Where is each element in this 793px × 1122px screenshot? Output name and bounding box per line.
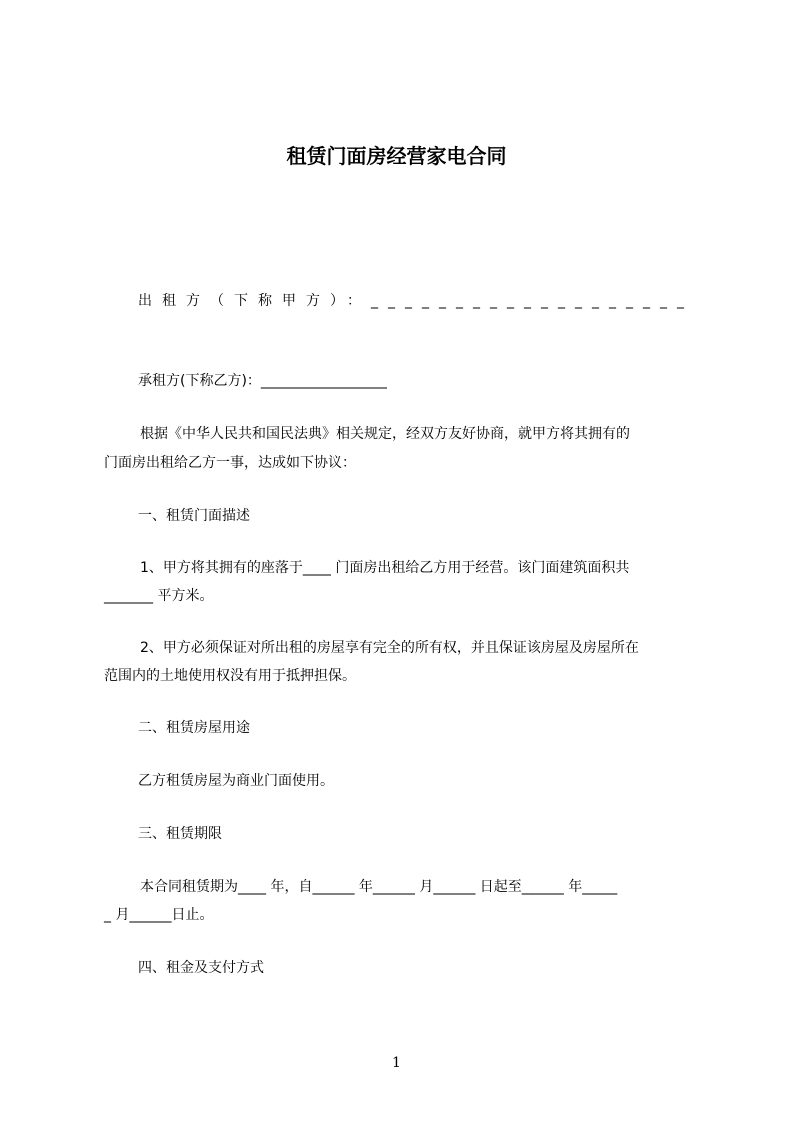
section-heading-1: 一、租赁门面描述 xyxy=(138,508,250,524)
intro-line-2: 门面房出租给乙方一事，达成如下协议： xyxy=(104,455,356,471)
section-heading-2: 二、租赁房屋用途 xyxy=(138,720,250,736)
page-number: 1 xyxy=(392,1055,401,1071)
clause-1-line-1: 1、甲方将其拥有的座落于____ 门面房出租给乙方用于经营。该门面建筑面积共 xyxy=(140,560,630,576)
section-2-body: 乙方租赁房屋为商业门面使用。 xyxy=(138,773,334,789)
section-3-line-2: _ 月______日止。 xyxy=(104,907,214,923)
document-title: 租赁门面房经营家电合同 xyxy=(286,144,507,168)
lessor-line: 出租方（下称甲方）：___________________ xyxy=(138,293,694,309)
clause-2-line-2: 范围内的土地使用权没有用于抵押担保。 xyxy=(104,668,356,684)
clause-1-line-2: _______ 平方米。 xyxy=(104,588,214,604)
section-3-line-1: 本合同租赁期为____ 年，自______ 年______ 月______ 日起至______ 年_____ xyxy=(140,879,618,895)
section-heading-4: 四、租金及支付方式 xyxy=(138,960,264,976)
clause-2-line-1: 2、甲方必须保证对所出租的房屋享有完全的所有权，并且保证该房屋及房屋所在 xyxy=(140,640,639,656)
lessee-line: 承租方(下称乙方)：__________________ xyxy=(138,373,387,389)
intro-line-1: 根据《中华人民共和国民法典》相关规定，经双方友好协商，就甲方将其拥有的 xyxy=(140,426,630,442)
section-heading-3: 三、租赁期限 xyxy=(138,826,222,842)
